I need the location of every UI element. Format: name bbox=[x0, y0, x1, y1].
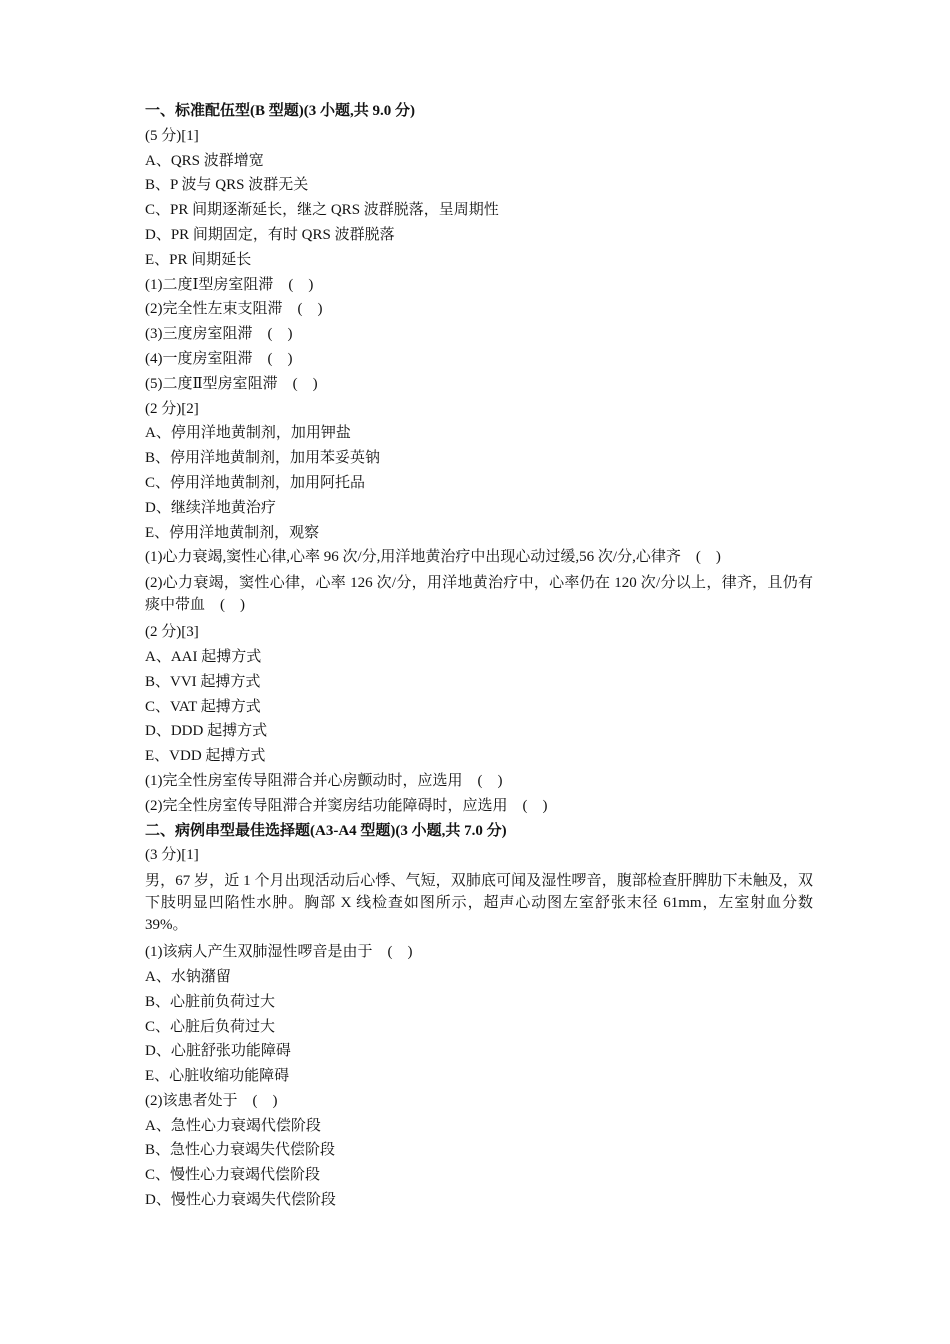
sub-question: (1)心力衰竭,窦性心律,心率 96 次/分,用洋地黄治疗中出现心动过缓,56 次/分,心律齐 ( ) bbox=[145, 549, 721, 566]
question-header: (2 分)[2] bbox=[145, 400, 199, 417]
option-b: B、VVI 起搏方式 bbox=[145, 673, 261, 690]
option-e: E、PR 间期延长 bbox=[145, 251, 252, 268]
question-header: (5 分)[1] bbox=[145, 127, 199, 144]
option-e: E、停用洋地黄制剂，观察 bbox=[145, 524, 320, 541]
option-c: C、心脏后负荷过大 bbox=[145, 1018, 276, 1035]
sub-question: (4)一度房室阻滞 ( ) bbox=[145, 350, 293, 367]
option-a: A、AAI 起搏方式 bbox=[145, 648, 262, 665]
option-d: D、继续洋地黄治疗 bbox=[145, 499, 276, 516]
sub-question: (2)心力衰竭，窦性心律，心率 126 次/分，用洋地黄治疗中，心率仍在 120 次/分以上，律齐，且仍有痰中带血 ( ) bbox=[145, 575, 813, 614]
sub-question: (2)完全性左束支阻滞 ( ) bbox=[145, 301, 323, 318]
section-heading: 一、标准配伍型(B 型题)(3 小题,共 9.0 分) bbox=[145, 103, 415, 119]
option-d: D、慢性心力衰竭失代偿阶段 bbox=[145, 1192, 336, 1209]
question-header: (3 分)[1] bbox=[145, 847, 199, 864]
option-a: A、QRS 波群增宽 bbox=[145, 152, 264, 169]
option-c: C、PR 间期逐渐延长，继之 QRS 波群脱落，呈周期性 bbox=[145, 202, 499, 219]
option-d: D、PR 间期固定，有时 QRS 波群脱落 bbox=[145, 226, 395, 243]
option-a: A、急性心力衰竭代偿阶段 bbox=[145, 1117, 321, 1134]
sub-question: (1)该病人产生双肺湿性啰音是由于 ( ) bbox=[145, 944, 413, 961]
section-heading: 二、病例串型最佳选择题(A3-A4 型题)(3 小题,共 7.0 分) bbox=[145, 822, 507, 839]
sub-question: (5)二度Ⅱ型房室阻滞 ( ) bbox=[145, 375, 318, 392]
sub-question: (2)完全性房室传导阻滞合并窦房结功能障碍时，应选用 ( ) bbox=[145, 797, 548, 814]
option-b: B、停用洋地黄制剂，加用苯妥英钠 bbox=[145, 450, 381, 467]
option-d: D、心脏舒张功能障碍 bbox=[145, 1043, 291, 1060]
question-header: (2 分)[3] bbox=[145, 624, 199, 641]
option-c: C、慢性心力衰竭代偿阶段 bbox=[145, 1167, 321, 1184]
option-c: C、停用洋地黄制剂，加用阿托品 bbox=[145, 474, 366, 491]
option-c: C、VAT 起搏方式 bbox=[145, 698, 261, 715]
sub-question: (1)二度Ⅰ型房室阻滞 ( ) bbox=[145, 276, 314, 293]
document-page bbox=[145, 99, 813, 1213]
option-b: B、P 波与 QRS 波群无关 bbox=[145, 177, 309, 194]
case-stem: 男，67 岁，近 1 个月出现活动后心悸、气短，双肺底可闻及湿性啰音，腹部检查肝脾肋下未触及，双下肢明显凹陷性水肿。胸部 X 线检查如图所示，超声心动图左室舒张末径 61mm，左室射血分数 39%。 bbox=[145, 873, 813, 934]
option-d: D、DDD 起搏方式 bbox=[145, 723, 268, 740]
option-b: B、心脏前负荷过大 bbox=[145, 993, 276, 1010]
sub-question: (1)完全性房室传导阻滞合并心房颤动时，应选用 ( ) bbox=[145, 772, 503, 789]
option-a: A、水钠潴留 bbox=[145, 968, 231, 985]
option-e: E、心脏收缩功能障碍 bbox=[145, 1068, 290, 1085]
sub-question: (2)该患者处于 ( ) bbox=[145, 1092, 278, 1109]
option-b: B、急性心力衰竭失代偿阶段 bbox=[145, 1142, 336, 1159]
option-e: E、VDD 起搏方式 bbox=[145, 748, 266, 765]
sub-question: (3)三度房室阻滞 ( ) bbox=[145, 326, 293, 343]
option-a: A、停用洋地黄制剂，加用钾盐 bbox=[145, 425, 351, 442]
